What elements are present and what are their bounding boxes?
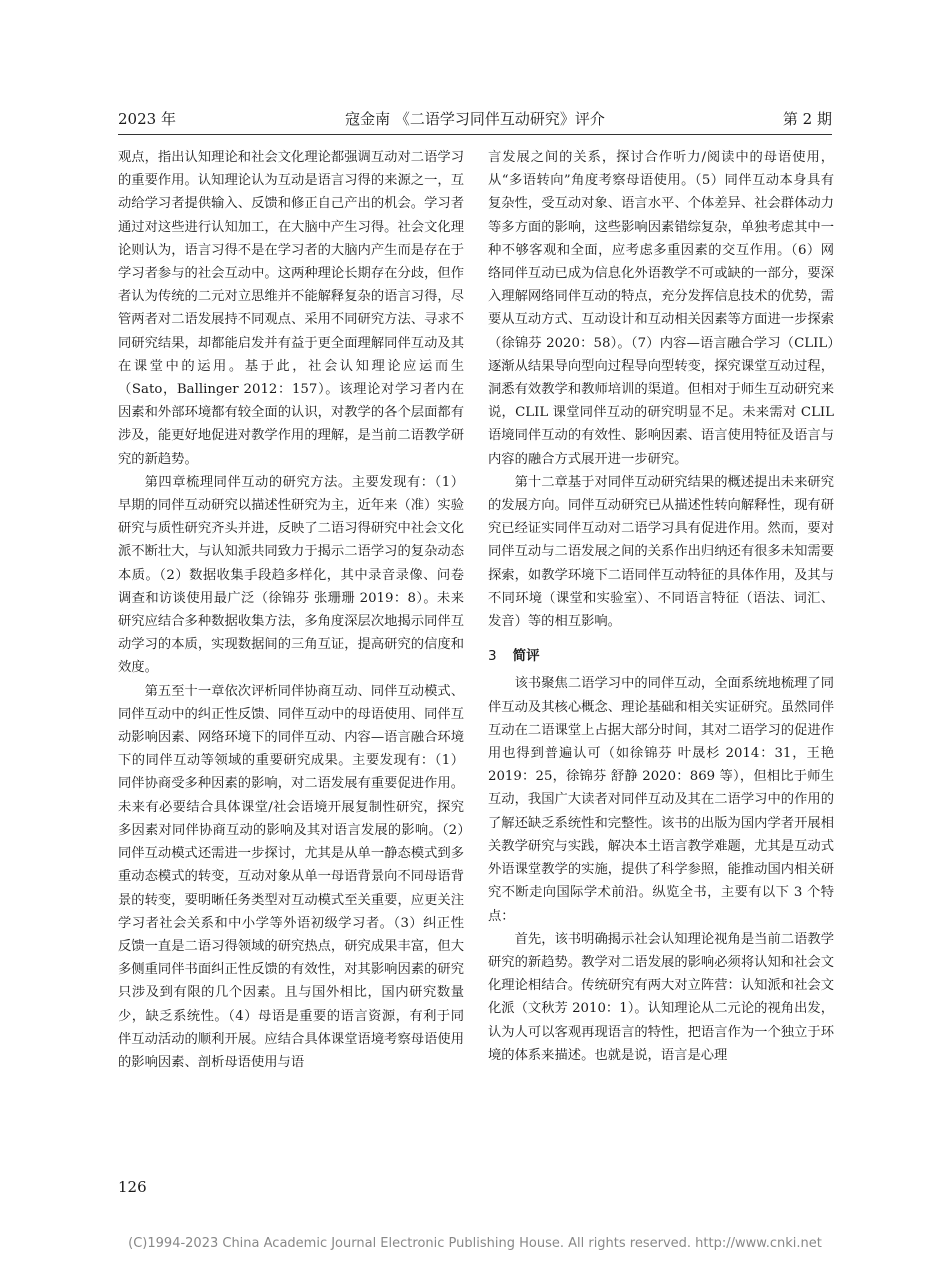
section-number: 3 (488, 648, 497, 665)
header-year: 2023 年 (118, 110, 176, 128)
paragraph-continued-right: 言发展之间的关系，探讨合作听力/阅读中的母语使用，从“多语转向”角度考察母语使用。（5）同伴互动本身具有复杂性，受互动对象、语言水平、个体差异、社会群体动力等多方面的影响，这些影响因素错综复杂，单独考虑其中一种不够客观和全面，应考虑多重因素的交互作用。（6）网络同伴互动已成为信息化外语教学不可或缺的一部分，要深入理解网络同伴互动的特点，充分发挥信息技术的优势，需要从互动方式、互动设计和互动相关因素等方面进一步探索（徐锦芬 2020：58）。（7）内容—语言融合学习（CLIL）逐渐从结果导向型向过程导向型转变，探究课堂互动过程，洞悉有效教学和教师培训的渠道。但相对于师生互动研究来说，CLIL 课堂同伴互动的研究明显不足。未来需对 CLIL 语境同伴互动的有效性、影响因素、语言使用特征及语言与内容的融合方式展开进一步研究。 (488, 150, 834, 467)
page-number: 126 (118, 1178, 147, 1196)
paragraph-review: 该书聚焦二语学习中的同伴互动，全面系统地梳理了同伴互动及其核心概念、理论基础和相关实证研究。虽然同伴互动在二语课堂上占据大部分时间，其对二语学习的促进作用也得到普遍认可（如徐锦芬 叶晟杉 2014：31，王艳 2019：25，徐锦芬 舒静 2020：869 等），但相比于师生互动，我国广大读者对同伴互动及其在二语学习中的作用的了解还缺乏系统性和完整性。该书的出版为国内学者开展相关教学研究与实践，解决本土语言教学难题，尤其是互动式外语课堂教学的实施，提供了科学参照，能推动国内相关研究不断走向国际学术前沿。纵览全书，主要有以下 3 个特点： (488, 676, 834, 924)
paragraph-chapters-5-11: 第五至十一章依次评析同伴协商互动、同伴互动模式、同伴互动中的纠正性反馈、同伴互动中的母语使用、同伴互动影响因素、网络环境下的同伴互动、内容—语言融合环境下的同伴互动等领域的重要研究成果。主要发现有：（1）同伴协商受多种因素的影响，对二语发展有重要促进作用。未来有必要结合具体课堂/社会语境开展复制性研究，探究多因素对同伴协商互动的影响及其对语言发展的影响。（2）同伴互动模式还需进一步探讨，尤其是从单一静态模式到多重动态模式的转变，互动对象从单一母语背景向不同母语背景的转变，要明晰任务类型对互动模式至关重要，应更关注学习者社会关系和中小学等外语初级学习者。（3）纠正性反馈一直是二语习得领域的研究热点，研究成果丰富，但大多侧重同伴书面纠正性反馈的有效性，对其影响因素的研究只涉及到有限的几个因素。且与国外相比，国内研究数量少，缺乏系统性。（4）母语是重要的语言资源，有利于同伴互动活动的顺利开展。应结合具体课堂语境考察母语使用的影响因素、剖析母语使用与语 (118, 683, 464, 1070)
header-rule (118, 134, 832, 135)
paragraph-chapter-12: 第十二章基于对同伴互动研究结果的概述提出未来研究的发展方向。同伴互动研究已从描述性转向解释性，现有研究已经证实同伴互动对二语学习具有促进作用。然而，要对同伴互动与二语发展之间的关系作出归纳还有很多未知需要探索，如教学环境下二语同伴互动特征的具体作用，及其与不同环境（课堂和实验室）、不同语言特征（语法、词汇、发音）等的相互影响。 (488, 474, 834, 630)
header-issue: 第 2 期 (782, 110, 832, 128)
copyright-footer: (C)1994-2023 China Academic Journal Electronic Publishing House. All rights reserved. http://www.cnki.net (128, 1236, 822, 1251)
paragraph-chapter-4: 第四章梳理同伴互动的研究方法。主要发现有：（1）早期的同伴互动研究以描述性研究为主，近年来（准）实验研究与质性研究齐头并进，反映了二语习得研究中社会文化派不断壮大，与认知派共同致力于揭示二语学习的复杂动态本质。（2）数据收集手段趋多样化，其中录音录像、问卷调查和访谈使用最广泛（徐锦芬 张珊珊 2019：8）。未来研究应结合多种数据收集方法，多角度深层次地揭示同伴互动学习的本质，实现数据间的三角互证，提高研究的信度和效度。 (118, 474, 464, 676)
right-column (488, 146, 834, 1067)
paragraph-first-feature: 首先，该书明确揭示社会认知理论视角是当前二语教学研究的新趋势。教学对二语发展的影响必须将认知和社会文化理论相结合。传统研究有两大对立阵营：认知派和社会文化派（文秋芳 2010：1）。认知理论从二元论的视角出发，认为人可以客观再现语言的特性，把语言作为一个独立于环境的体系来描述。也就是说，语言是心理 (488, 931, 834, 1063)
section-heading (488, 645, 834, 668)
header-title: 寇金南 《二语学习同伴互动研究》评介 (345, 110, 605, 128)
left-column (118, 146, 464, 1074)
running-header (118, 108, 832, 130)
paragraph-continued: 观点，指出认知理论和社会文化理论都强调互动对二语学习的重要作用。认知理论认为互动是语言习得的来源之一，互动给学习者提供输入、反馈和修正自己产出的机会。学习者通过对这些进行认知加工，在大脑中产生习得。社会文化理论则认为，语言习得不是在学习者的大脑内产生而是存在于学习者参与的社会互动中。这两种理论长期存在分歧，但作者认为传统的二元对立思维并不能解释复杂的语言习得，尽管两者对二语发展持不同观点、采用不同研究方法、寻求不同研究结果，却都能启发并有益于更全面理解同伴互动及其在课堂中的运用。基于此，社会认知理论应运而生（Sato，Ballinger 2012：157）。该理论对学习者内在因素和外部环境都有较全面的认识，对教学的各个层面都有涉及，能更好地促进对教学作用的理解，是当前二语教学研究的新趋势。 (118, 150, 464, 467)
section-title: 简评 (512, 648, 540, 665)
